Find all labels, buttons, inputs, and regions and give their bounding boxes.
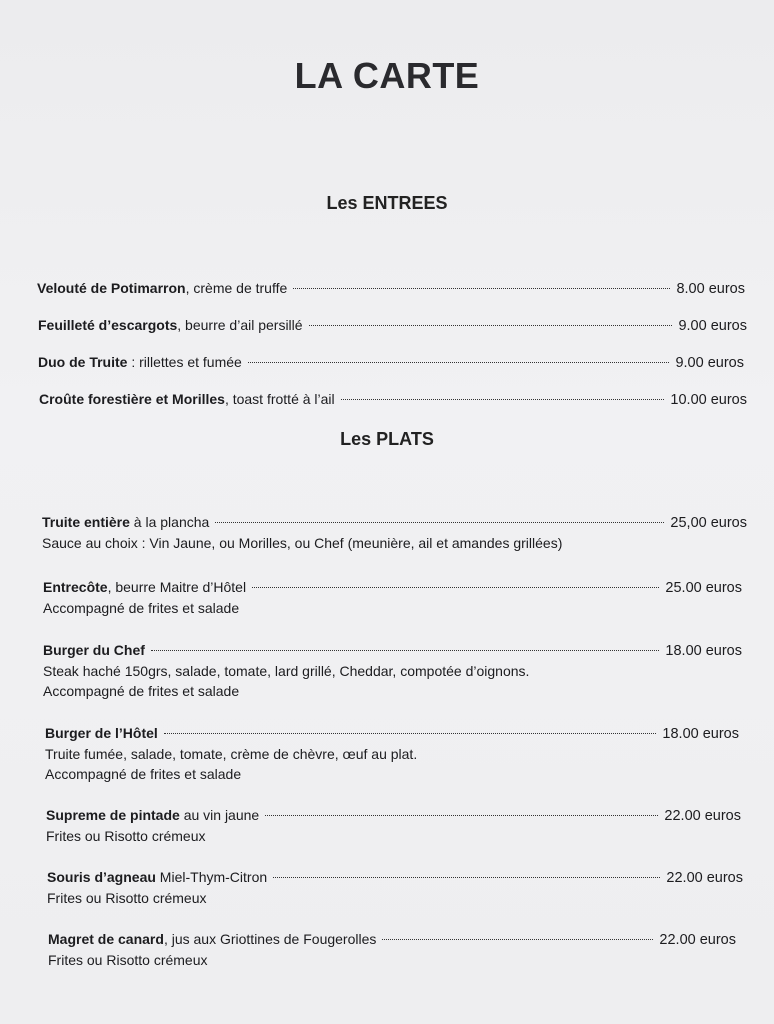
dish-detail: , crème de truffe xyxy=(185,280,288,296)
dish-description: Steak haché 150grs, salade, tomate, lard grillé, Cheddar, compotée d’oignons. xyxy=(43,663,530,679)
dot-leader xyxy=(164,733,657,734)
dish-name: Souris d’agneau xyxy=(47,869,156,885)
dish-detail: Miel-Thym-Citron xyxy=(155,869,268,885)
dish-description: Accompagné de frites et salade xyxy=(43,600,240,616)
menu-item xyxy=(48,929,736,970)
menu-item xyxy=(39,389,747,410)
menu-item xyxy=(38,352,744,373)
dish-description: Accompagné de frites et salade xyxy=(43,683,240,699)
dish-description: Frites ou Risotto crémeux xyxy=(46,828,206,844)
dish-name: Burger du Chef xyxy=(43,642,145,658)
dish-detail: , beurre d’ail persillé xyxy=(177,317,303,333)
menu-item xyxy=(46,805,741,846)
dish-name: Burger de l’Hôtel xyxy=(45,725,158,741)
dish-price: 22.00 euros xyxy=(664,808,741,824)
dish-description: Accompagné de frites et salade xyxy=(45,766,242,782)
menu-item xyxy=(43,640,742,701)
dot-leader xyxy=(151,650,660,651)
section-heading-entrees: Les ENTREES xyxy=(326,193,448,213)
dish-price: 8.00 euros xyxy=(676,281,745,297)
page-title: LA CARTE xyxy=(294,55,480,96)
dish-price: 25,00 euros xyxy=(670,515,747,531)
dish-price: 18.00 euros xyxy=(662,726,739,742)
menu-item xyxy=(42,512,747,553)
dish-name: Magret de canard xyxy=(48,931,164,947)
dish-description: Frites ou Risotto crémeux xyxy=(47,890,207,906)
dish-description: Sauce au choix : Vin Jaune, ou Morilles, ou Chef (meunière, ail et amandes grillées) xyxy=(42,535,563,551)
menu-item xyxy=(37,278,745,299)
dish-name: Duo de Truite xyxy=(38,354,128,370)
dish-name: Supreme de pintade xyxy=(46,807,180,823)
dish-detail: au vin jaune xyxy=(179,807,260,823)
dish-price: 10.00 euros xyxy=(670,392,747,408)
dish-price: 9.00 euros xyxy=(675,355,744,371)
menu-item xyxy=(45,723,739,784)
dot-leader xyxy=(341,399,665,400)
menu-item xyxy=(47,867,743,908)
dish-price: 9.00 euros xyxy=(678,318,747,334)
section-heading-plats: Les PLATS xyxy=(340,429,434,449)
dot-leader xyxy=(293,288,670,289)
dish-price: 18.00 euros xyxy=(665,643,742,659)
dish-name: Croûte forestière et Morilles xyxy=(39,391,225,407)
dish-name: Velouté de Potimarron xyxy=(37,280,186,296)
dish-detail: , beurre Maitre d’Hôtel xyxy=(107,579,247,595)
dish-price: 22.00 euros xyxy=(659,932,736,948)
dish-detail: : rillettes et fumée xyxy=(127,354,242,370)
dish-detail: , jus aux Griottines de Fougerolles xyxy=(163,931,377,947)
dot-leader xyxy=(252,587,659,588)
dot-leader xyxy=(309,325,673,326)
menu-item xyxy=(43,577,742,618)
dish-description: Frites ou Risotto crémeux xyxy=(48,952,208,968)
dot-leader xyxy=(248,362,670,363)
menu-item xyxy=(38,315,747,336)
dot-leader xyxy=(215,522,664,523)
dot-leader xyxy=(273,877,660,878)
dish-price: 25.00 euros xyxy=(665,580,742,596)
dot-leader xyxy=(265,815,658,816)
dish-name: Entrecôte xyxy=(43,579,108,595)
dish-detail: à la plancha xyxy=(129,514,210,530)
dot-leader xyxy=(382,939,653,940)
dish-price: 22.00 euros xyxy=(666,870,743,886)
dish-name: Feuilleté d’escargots xyxy=(38,317,178,333)
dish-detail: , toast frotté à l’ail xyxy=(224,391,335,407)
dish-description: Truite fumée, salade, tomate, crème de chèvre, œuf au plat. xyxy=(45,746,418,762)
dish-name: Truite entière xyxy=(42,514,130,530)
